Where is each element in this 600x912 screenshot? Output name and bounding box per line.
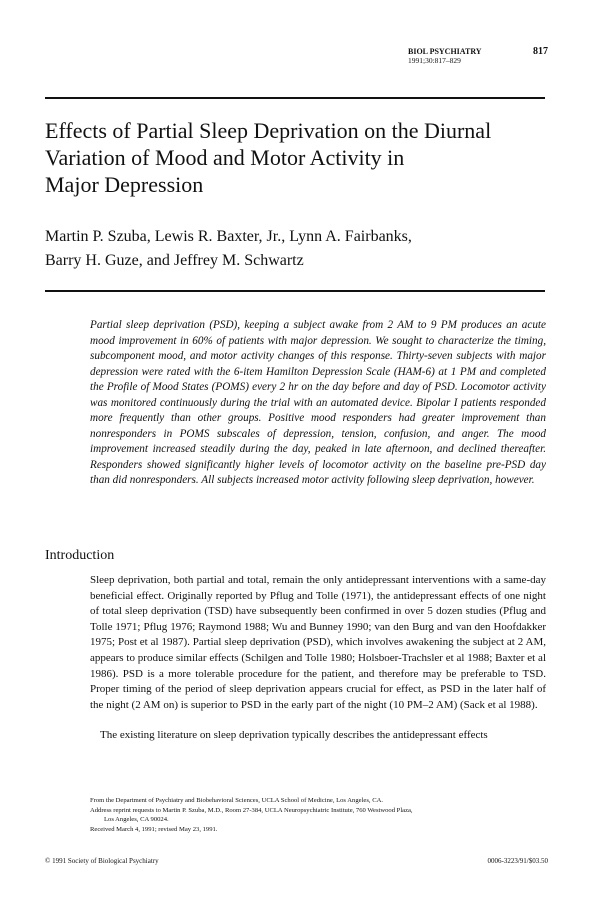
introduction-paragraph: The existing literature on sleep deprivation typically describes the antidepressant effects — [100, 729, 488, 741]
section-heading-introduction: Introduction — [45, 548, 115, 563]
article-code: 0006-3223/91/$03.50 — [487, 857, 548, 865]
title-line: Major Depression — [45, 172, 204, 197]
authors-divider — [45, 290, 545, 292]
journal-name: BIOL PSYCHIATRY — [408, 47, 482, 56]
top-divider — [45, 97, 545, 99]
journal-header — [408, 47, 548, 65]
title-line: Variation of Mood and Motor Activity in — [45, 145, 405, 170]
author-line: Barry H. Guze, and Jeffrey M. Schwartz — [45, 252, 304, 269]
volume-pages: 1991;30:817–829 — [408, 56, 461, 65]
author-line: Martin P. Szuba, Lewis R. Baxter, Jr., Lynn A. Fairbanks, — [45, 228, 412, 245]
footnote-affiliation: From the Department of Psychiatry and Biobehavioral Sciences, UCLA School of Medicine, Los Angeles, CA. — [90, 797, 383, 804]
abstract: Partial sleep deprivation (PSD), keeping a subject awake from 2 AM to 9 PM produces an acute mood improvement in 60% of patients with major depression. We sought to characterize the timing, subcomponent mood, and motor activity changes of this response. Thirty-seven subjects with major depression were rated with the 6-item Hamilton Depression Scale (HAM-6) at 1 PM and completed the Profile of Mood States (POMS) every 2 hr on the day before and day of PSD. Locomotor activity was monitored continuously during the trial with an automated device. Bipolar I patients responded more frequently than other groups. Positive mood responders had greater improvement than nonresponders in POMS subscales of depression, tension, confusion, and anger. The mood improvement increased steadily during the day, peaked in late afternoon, and declined thereafter. Responders showed significantly higher levels of locomotor activity on the baseline pre-PSD day than did nonresponders. All subjects increased motor activity following sleep deprivation, however. — [90, 319, 546, 486]
title-line: Effects of Partial Sleep Deprivation on the Diurnal — [45, 118, 492, 143]
footnotes — [90, 796, 550, 834]
page-number: 817 — [533, 46, 548, 57]
footnote-reprints-address: Los Angeles, CA 90024. — [104, 816, 169, 823]
article-title — [45, 117, 545, 198]
copyright-notice: © 1991 Society of Biological Psychiatry — [45, 857, 159, 865]
introduction-paragraph: Sleep deprivation, both partial and total, remain the only antidepressant interventions with a same-day beneficial effect. Originally reported by Pflug and Tolle (1971), the antidepressant effects of one night of total sleep deprivation (TSD) have subsequently been confirmed in over 5 dozen studies (Pflug and Tolle 1971; Pflug 1976; Raymond 1988; Wu and Bunney 1990; van den Burg and van den Hoofdakker 1975; Post et al 1987). Partial sleep deprivation (PSD), which involves awakening the subject at 2 AM, appears to produce similar effects (Schilgen and Tolle 1980; Holsboer-Trachsler et al 1988; Baxter et al 1986). PSD is a more tolerable procedure for the patient, and therefore may be preferable to TSD. Proper timing of the period of sleep deprivation appears crucial for effect, as PSD in the later half of the night (2 AM on) is superior to PSD in the early part of the night (10 PM–2 AM) (Sack et al 1988). — [90, 574, 546, 711]
author-list — [45, 225, 565, 273]
footnote-reprints: Address reprint requests to Martin P. Szuba, M.D., Room 27-384, UCLA Neuropsychiatric Institute, 760 Westwood Plaza, — [90, 806, 413, 814]
footnote-received: Received March 4, 1991; revised May 23, 1991. — [90, 825, 218, 833]
